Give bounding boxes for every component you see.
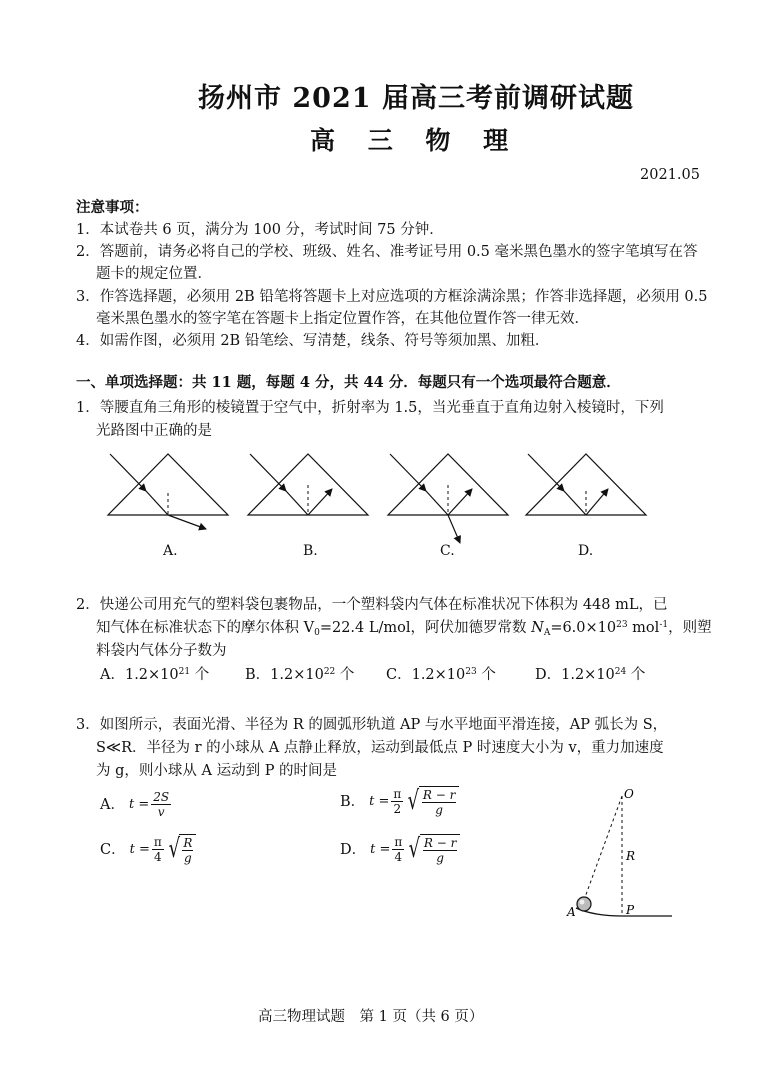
q1-stem: 1．等腰直角三角形的棱镜置于空气中，折射率为 1.5，当光垂直于直角边射入棱镜时，下列 — [76, 400, 664, 416]
q3-arc-figure — [560, 782, 690, 932]
q1-option-a[interactable]: A. — [163, 543, 178, 559]
exam-date: 2021.05 — [640, 167, 700, 183]
q3-stem: 为 g，则小球从 A 运动到 P 的时间是 — [96, 763, 338, 779]
fig-label-r: R — [626, 849, 636, 863]
q1-prism-diagrams — [100, 445, 660, 570]
q2-stem: 料袋内气体分子数为 — [96, 643, 227, 659]
notice-item: 3．作答选择题，必须用 2B 铅笔将答题卡上对应选项的方框涂满涂黑；作答非选择题，必须用 0.5 — [76, 289, 708, 305]
q3-option-c[interactable]: C． t = $\frac{\pi}{4}$ √ R g — [100, 834, 196, 865]
q3-stem: 3．如图所示，表面光滑、半径为 R 的圆弧形轨道 AP 与水平地面平滑连接，AP 弧长为 S， — [76, 717, 668, 733]
q1-option-d[interactable]: D. — [578, 543, 594, 559]
q2-stem: 2．快递公司用充气的塑料袋包裹物品，一个塑料袋内气体在标准状况下体积为 448 mL，已 — [76, 597, 668, 613]
prism-diagram-c — [388, 454, 508, 543]
q3-option-a[interactable]: A． t = $\frac{2S}{v}$ — [100, 790, 170, 819]
q2-stem: 知气体在标准状态下的摩尔体积 $V_0=22.4$ L/mol，阿伏加德罗常数 $N_A=6.0\times 10^{23}$ mol$^{-1}$，则塑 — [96, 620, 712, 638]
q1-option-c[interactable]: C. — [440, 543, 455, 559]
notice-item: 毫米黑色墨水的签字笔在答题卡上指定位置作答，在其他位置作答一律无效． — [96, 311, 589, 327]
notice-heading: 注意事项： — [76, 199, 149, 216]
q3-option-d[interactable]: D． t = $\frac{\pi}{4}$ √ R − r g — [340, 834, 460, 865]
q2-option-d[interactable]: D．$1.2\times 10^{24}$ 个 — [535, 667, 646, 683]
notice-item: 4．如需作图，必须用 2B 铅笔绘、写清楚，线条、符号等须加黑、加粗． — [76, 333, 550, 349]
notice-item: 2．答题前，请务必将自己的学校、班级、姓名、准考证号用 0.5 毫米黑色墨水的签字笔填写在答 — [76, 244, 698, 260]
page-footer: 高三物理试题 第 1 页（共 6 页） — [258, 1009, 484, 1025]
notice-item: 题卡的规定位置． — [96, 266, 212, 282]
fig-label-o: O — [624, 787, 634, 801]
section-heading: 一、单项选择题：共 11 题，每题 4 分，共 44 分．每题只有一个选项最符合题意． — [76, 374, 621, 391]
q1-option-b[interactable]: B. — [303, 543, 318, 559]
q3-option-b[interactable]: B． t = $\frac{\pi}{2}$ √ R − r g — [340, 786, 459, 817]
fig-label-a: A — [567, 905, 576, 919]
prism-diagram-d — [526, 454, 646, 515]
q2-option-b[interactable]: B．$1.2\times 10^{22}$ 个 — [245, 667, 355, 683]
subject-title: 高 三 物 理 — [310, 126, 521, 155]
q2-option-a[interactable]: A．$1.2\times 10^{21}$ 个 — [100, 667, 210, 683]
prism-diagram-a — [108, 454, 228, 529]
prism-diagram-b — [248, 454, 368, 515]
fig-label-p: P — [626, 903, 635, 917]
notice-item: 1．本试卷共 6 页，满分为 100 分，考试时间 75 分钟． — [76, 222, 444, 238]
q1-stem: 光路图中正确的是 — [96, 423, 212, 439]
exam-title: 扬州市 2021 届高三考前调研试题 — [198, 83, 634, 114]
q3-stem: S≪R．半径为 r 的小球从 A 点静止释放，运动到最低点 P 时速度大小为 v，重力加速度 — [96, 740, 664, 756]
q2-option-c[interactable]: C．$1.2\times 10^{23}$ 个 — [386, 667, 496, 683]
